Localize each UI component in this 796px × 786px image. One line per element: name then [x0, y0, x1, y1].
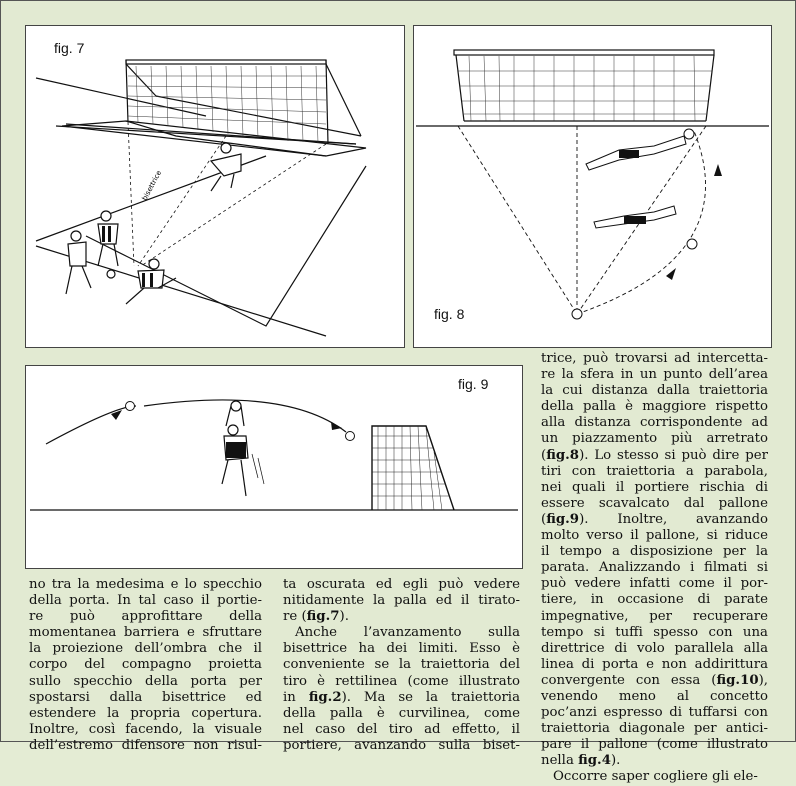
- figure-9-illustration: [26, 366, 522, 568]
- col3-line: molto verso il pallone, si riduce: [541, 528, 768, 544]
- col1-line: re può approfittare della: [29, 609, 262, 625]
- col3-line: nei quali il portiere rischia di: [541, 479, 768, 495]
- col2-line: nel caso del tiro ad effetto, il: [283, 721, 520, 737]
- figure-7-illustration: [26, 26, 404, 347]
- col1-line: corpo del compagno proietta: [29, 657, 262, 673]
- col2-line: in fig.2). Ma se la traiettoria: [283, 689, 520, 705]
- col3-line: direttrice di volo parallela alla: [541, 640, 768, 656]
- col3-line: tiere, in occasione di parate: [541, 592, 768, 608]
- col3-line: linea di porta e non addirittura: [541, 656, 768, 672]
- col3-line: pare il pallone (come illustrato: [541, 737, 768, 753]
- text-column-3: [541, 351, 768, 786]
- col3-line: Occorre saper cogliere gli ele-: [553, 769, 758, 785]
- col3-line: (fig.8). Lo stesso si può dire per: [541, 447, 768, 463]
- col3-line: traiettoria diagonale per antici-: [541, 721, 768, 737]
- figure-8-illustration: [414, 26, 771, 347]
- col3-line: della palla è maggiore rispetto: [541, 399, 768, 415]
- col3-line: tempo si tuffi spesso con una: [541, 624, 768, 640]
- col3-line: venendo meno al concetto: [541, 688, 768, 704]
- col1-line: dell’estremo difensore non risul-: [29, 737, 262, 753]
- col3-line: tiri con traiettoria a parabola,: [541, 463, 768, 479]
- col3-line: può vedere infatti come il por-: [541, 576, 768, 592]
- text-column-1: [29, 577, 262, 754]
- col2-line: bisettrice ha dei limiti. Esso è: [283, 641, 520, 657]
- figure-8-label: fig. 8: [434, 306, 465, 322]
- col1-line: sullo specchio della porta per: [29, 673, 262, 689]
- figure-8: [413, 25, 772, 348]
- col3-line: parata. Analizzando i filmati si: [541, 560, 768, 576]
- col3-line: re la sfera in un punto dell’area: [541, 367, 768, 383]
- col1-line: Inoltre, così facendo, la visuale: [29, 721, 262, 737]
- col2-line: re (fig.7).: [283, 609, 349, 625]
- col2-line: tiro è rettilinea (come illustrato: [283, 673, 520, 689]
- col3-line: nella fig.4).: [541, 753, 621, 769]
- col3-line: impegnative, per recuperare: [541, 608, 768, 624]
- col2-line: della palla è curvilinea, come: [283, 705, 520, 721]
- col3-line: alla distanza corrispondente ad: [541, 415, 768, 431]
- col3-line: trice, può trovarsi ad intercetta-: [541, 351, 768, 366]
- text-column-2: [283, 577, 520, 754]
- figure-7-label: fig. 7: [54, 40, 85, 56]
- col3-line: un piazzamento più arretrato: [541, 431, 768, 447]
- col3-line: essere scavalcato dal pallone: [541, 495, 768, 511]
- col1-line: la proiezione dell’ombra che il: [29, 641, 262, 657]
- col2-line: ta oscurata ed egli può vedere: [283, 577, 520, 592]
- col2-line: portiere, avanzando sulla biset-: [283, 737, 520, 753]
- figure-9: [25, 365, 523, 569]
- bisector-annotation: bisettrice: [140, 169, 164, 202]
- col1-line: della porta. In tal caso il portie-: [29, 593, 262, 609]
- col1-line: spostarsi dalla bisettrice ed: [29, 689, 262, 705]
- col3-line: convergente con essa (fig.10),: [541, 672, 768, 688]
- col2-line: conveniente se la traiettoria del: [283, 657, 520, 673]
- col3-line: il tempo a disposizione per la: [541, 544, 768, 560]
- col1-line: no tra la medesima e lo specchio: [29, 577, 262, 592]
- col3-line: (fig.9). Inoltre, avanzando: [541, 511, 768, 527]
- col1-line: momentanea barriera e sfruttare: [29, 625, 262, 641]
- figure-9-label: fig. 9: [458, 376, 489, 392]
- col2-line: nitidamente la palla ed il tirato-: [283, 593, 520, 609]
- figure-7: [25, 25, 405, 348]
- col3-line: poc’anzi espresso di tuffarsi con: [541, 705, 768, 721]
- col1-line: estendere la propria copertura.: [29, 705, 262, 721]
- col2-line: Anche l’avanzamento sulla: [295, 625, 520, 641]
- col3-line: la cui distanza dalla traiettoria: [541, 383, 768, 399]
